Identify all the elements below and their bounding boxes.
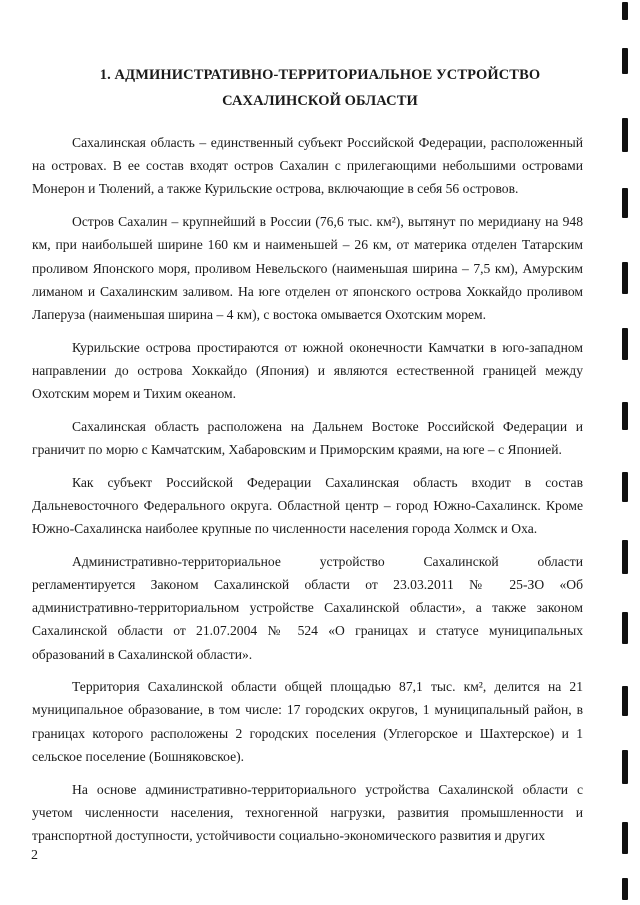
paragraph: Курильские острова простираются от южной оконечности Камчатки в юго-западном направлении до острова Хоккайдо (Япония) и являются естественной границей между Охотским морем и Тихим океаном.	[32, 339, 583, 402]
document-body	[32, 131, 583, 857]
scan-mark	[622, 402, 628, 430]
paragraph: Сахалинская область расположена на Дальнем Востоке Российской Федерации и граничит по морю с Камчатским, Хабаровским и Приморским краями, на юге – с Японией.	[32, 418, 583, 457]
scan-mark	[622, 2, 628, 20]
scan-mark	[622, 48, 628, 74]
scan-mark	[622, 188, 628, 218]
scan-mark	[622, 878, 628, 900]
paragraph: Остров Сахалин – крупнейший в России (76,6 тыс. км²), вытянут по меридиану на 948 км, при наибольшей ширине 160 км и наименьшей – 26 км, от материка отделен Татарским проливом Японского моря, проливом Невельского (наименьшая ширина – 7,5 км), Амурским лиманом и Сахалинским заливом. На юге отделен от японского острова Хоккайдо проливом Лаперуза (наименьшая ширина – 4 км), с востока омывается Охотским морем.	[32, 214, 583, 322]
scan-mark	[622, 262, 628, 294]
paragraph: На основе административно-территориального устройства Сахалинской области с учетом численности населения, техногенной нагрузки, развития промышленности и транспортной доступности, устойчивости социально-экономического развития и других	[32, 781, 583, 843]
scan-mark	[622, 540, 628, 574]
title-line: САХАЛИНСКОЙ ОБЛАСТИ	[222, 93, 418, 109]
scan-mark	[622, 612, 628, 644]
scan-mark	[622, 686, 628, 716]
paragraph: Административно-территориальное устройство Сахалинской области регламентируется Законом Сахалинской области от 23.03.2011 № 25-ЗО «Об административно-территориальном устройстве Сахалинской области», а также законом Сахалинской области от 21.07.2004 № 524 «О границах и статусе муниципальных образований в Сахалинской области».	[32, 553, 583, 662]
scan-mark	[622, 118, 628, 152]
paragraph: Территория Сахалинской области общей площадью 87,1 тыс. км², делится на 21 муниципальное образование, в том числе: 17 городских округов, 1 муниципальный район, в границах которого расположены 2 городских поселения (Углегорское и Шахтерское) и 1 сельское поселение (Бошняковское).	[32, 679, 583, 764]
paragraph: Сахалинская область – единственный субъект Российской Федерации, расположенный на островах. В ее состав входят остров Сахалин с прилегающими небольшими островами Монерон и Тюлений, а также Курильские острова, включающие в себя 56 островов.	[32, 135, 583, 197]
scanner-margin-marks	[600, 0, 640, 905]
title-line: 1. АДМИНИСТРАТИВНО-ТЕРРИТОРИАЛЬНОЕ УСТРОЙСТВО	[99, 67, 541, 83]
page-number: 2	[31, 848, 38, 863]
scan-mark	[622, 822, 628, 854]
paragraph: Как субъект Российской Федерации Сахалинская область входит в состав Дальневосточного Федерального округа. Областной центр – город Южно-Сахалинск. Кроме Южно-Сахалинска наиболее крупные по численности населения города Холмск и Оха.	[32, 474, 583, 537]
section-title	[60, 62, 580, 114]
scan-mark	[622, 750, 628, 784]
scan-mark	[622, 472, 628, 502]
scan-mark	[622, 328, 628, 360]
